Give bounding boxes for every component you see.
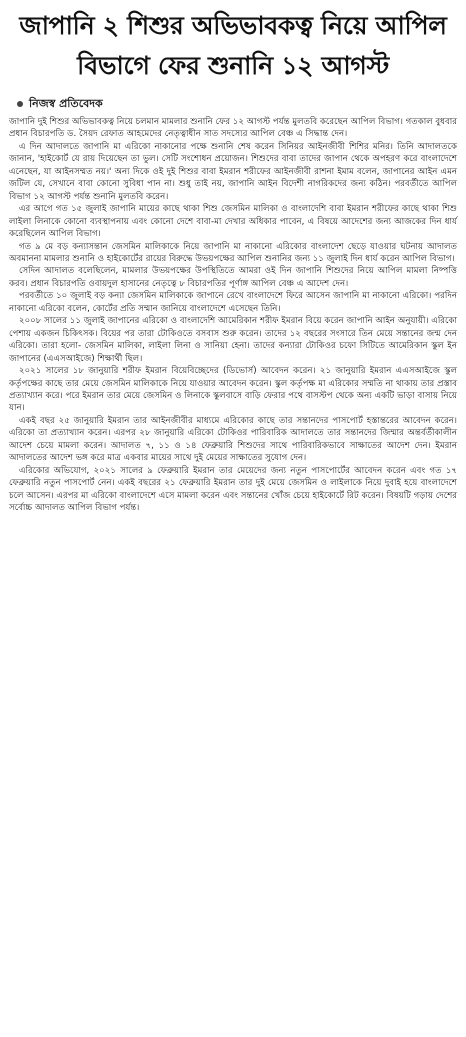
paragraph-3: এর আগে গত ১৫ জুলাই জাপানি মায়ের কাছে থাকা শিশু জেসমিন মালিকা ও বাংলাদেশি বাবা ইমরান শরীফের কাছে থাকা শিশু লাইলা লিনাকে কোনো ব্যবস্থাপনায় এবং কোনো দেশে বাবা-মা দেখার অধিকার পাবেন, এ বিষয়ে আদেশের জন্য আজকের দিন ধার্য করেছিলেন আপিল বিভাগ। [9,204,457,240]
paragraph-1: জাপানি দুই শিশুর অভিভাবকত্ব নিয়ে চলমান মামলার শুনানি ফের ১২ আগস্ট পর্যন্ত মুলতবি করেছেন আপিল বিভাগ। গতকাল বুধবার প্রধান বিচারপতি ড. সৈয়দ রেফাত আহমেদের নেতৃত্বাধীন সাত সদস্যের আপিল বেঞ্চ এ সিদ্ধান্ত দেন। [9,117,457,140]
headline [9,6,457,86]
headline-line-1: জাপানি ২ শিশুর অভিভাবকত্ব নিয়ে আপিল [19,11,447,40]
article-body [9,116,457,515]
paragraph-8: ২০২১ সালের ১৮ জানুয়ারি শরীফ ইমরান বিয়েবিচ্ছেদের (ডিভোর্স) আবেদন করেন। ২১ জানুয়ারি ইমরান এএসআইজে স্কুল কর্তৃপক্ষের কাছে তার মেয়ে জেসমিন মালিকাকে নিয়ে যাওয়ার আবেদন করেন। স্কুল কর্তৃপক্ষ মা এরিকোর সম্মতি না থাকায় তার প্রস্তাব প্রত্যাখ্যান করে। পরে ইমরান তার মেয়ে জেসমিন ও লিনাকে স্কুলবাসে বাড়ি ফেরার পথে বাসস্টপ থেকে অন্য একটি ভাড়া বাসায় নিয়ে যান। [9,366,457,414]
paragraph-9: একই বছর ২৫ জানুয়ারি ইমরান তার আইনজীবীর মাধ্যমে এরিকোর কাছে তার সন্তানদের পাসপোর্ট হস্তান্তরের আবেদন করেন। এরিকো তা প্রত্যাখ্যান করেন। এরপর ২৮ জানুয়ারি এরিকো টোকিওর পারিবারিক আদালতে তার সন্তানদের জিম্মার অন্তর্বর্তীকালীন আদেশ চেয়ে মামলা করেন। আদালত ৭, ১১ ও ১৪ ফেব্রুয়ারি শিশুদের সাথে পারিবারিকভাবে সাক্ষাতের আদেশ দেন। ইমরান আদালতের আদেশ ভঙ্গ করে মাত্র একবার মায়ের সাথে দুই মেয়ের সাক্ষাতের সুযোগ দেন। [9,415,457,464]
paragraph-10: এরিকোর অভিযোগ, ২০২১ সালের ৯ ফেব্রুয়ারি ইমরান তার মেয়েদের জন্য নতুন পাসপোর্টের আবেদন করেন এবং গত ১৭ ফেব্রুয়ারি নতুন পাসপোর্ট নেন। একই বছরের ২১ ফেব্রুয়ারি ইমরান তার দুই মেয়ে জেসমিন ও লাইলাকে নিয়ে দুবাই হয়ে বাংলাদেশে চলে আসেন। এরপর মা এরিকো বাংলাদেশে এসে মামলা করেন এবং সন্তানের খোঁজ চেয়ে হাইকোর্টে রিট করেন। বিষয়টি গড়ায় দেশের সর্বোচ্চ আদালত আপিল বিভাগ পর্যন্ত। [9,465,457,514]
paragraph-4: গত ৯ মে বড় কন্যাসন্তান জেসমিন মালিকাকে নিয়ে জাপানি মা নাকানো এরিকোর বাংলাদেশ ছেড়ে যাওয়ার ঘটনায় আদালত অবমাননা মামলার শুনানি ও হাইকোর্টের রায়ের বিরুদ্ধে উভয়পক্ষের আপিল শুনানির জন্য ১১ জুলাই দিন ধার্য করেন আপিল বিভাগ। [9,241,457,264]
paragraph-6: পরবর্তীতে ১০ জুলাই বড় কন্যা জেসমিন মালিকাকে জাপানে রেখে বাংলাদেশে ফিরে আসেন জাপানি মা নাকানো এরিকো। পরদিন নাকানো এরিকো বলেন, কোর্টের প্রতি সম্মান জানিয়ে বাংলাদেশে এসেছেন তিনি। [9,291,457,314]
paragraph-5: সেদিন আদালত বলেছিলেন, মামলার উভয়পক্ষের উপস্থিতিতে আমরা ওই দিন জাপানি শিশুদের নিয়ে আপিল মামলা নিষ্পত্তি করব। প্রধান বিচারপতি ওবায়দুল হাসানের নেতৃত্বে ৮ বিচারপতির পূর্ণাঙ্গ আপিল বেঞ্চ এ আদেশ দেন। [9,266,457,289]
byline-text: নিজস্ব প্রতিবেদক [29,96,103,110]
headline-line-2: বিভাগে ফের শুনানি ১২ আগস্ট [77,51,389,80]
paragraph-2: এ দিন আদালতে জাপানি মা এরিকো নাকানোর পক্ষে শুনানি শেষ করেন সিনিয়র আইনজীবী শিশির মনির। তিনি আদালতকে জানান, 'হাইকোর্ট যে রায় দিয়েছেন তা ভুল। সেটি সংশোধন প্রয়োজন। শিশুদের বাবা তাদের জাপান থেকে অপহরণ করে বাংলাদেশে এনেছেন, যা আইনসম্মত নয়।' অন্য দিকে ওই দুই শিশুর বাবা ইমরান শরীফের আইনজীবী রাশনা ইমাম বলেন, জাপানের আইন এমন জটিল যে, সেখানে বাবা কোনো সুবিধা পান না। শুধু তাই নয়, জাপানি আইন বিদেশী নাগরিকদের জন্য কঠিন। পরবর্তীতে আপিল বিভাগ ১২ আগস্ট পর্যন্ত শুনানি মুলতবি করেন। [9,141,457,202]
byline [17,96,457,112]
paragraph-7: ২০০৮ সালের ১১ জুলাই জাপানের এরিকো ও বাংলাদেশি আমেরিকান শরীফ ইমরান বিয়ে করেন জাপানি আইন অনুযায়ী। এরিকো পেশায় একজন চিকিৎসক। বিয়ের পর তারা টোকিওতে বসবাস শুরু করেন। তাদের ১২ বছরের সংসারে তিন মেয়ে সন্তানের জন্ম দেন এরিকো। তারা হলো- জেসমিন মালিকা, লাইলা লিনা ও সানিয়া হেনা। তাদের কন্যারা টোকিওর চফো সিটিতে আমেরিকান স্কুল ইন জাপানের (এএসআইজে) শিক্ষার্থী ছিল। [9,316,457,364]
bullet-icon [17,101,23,107]
